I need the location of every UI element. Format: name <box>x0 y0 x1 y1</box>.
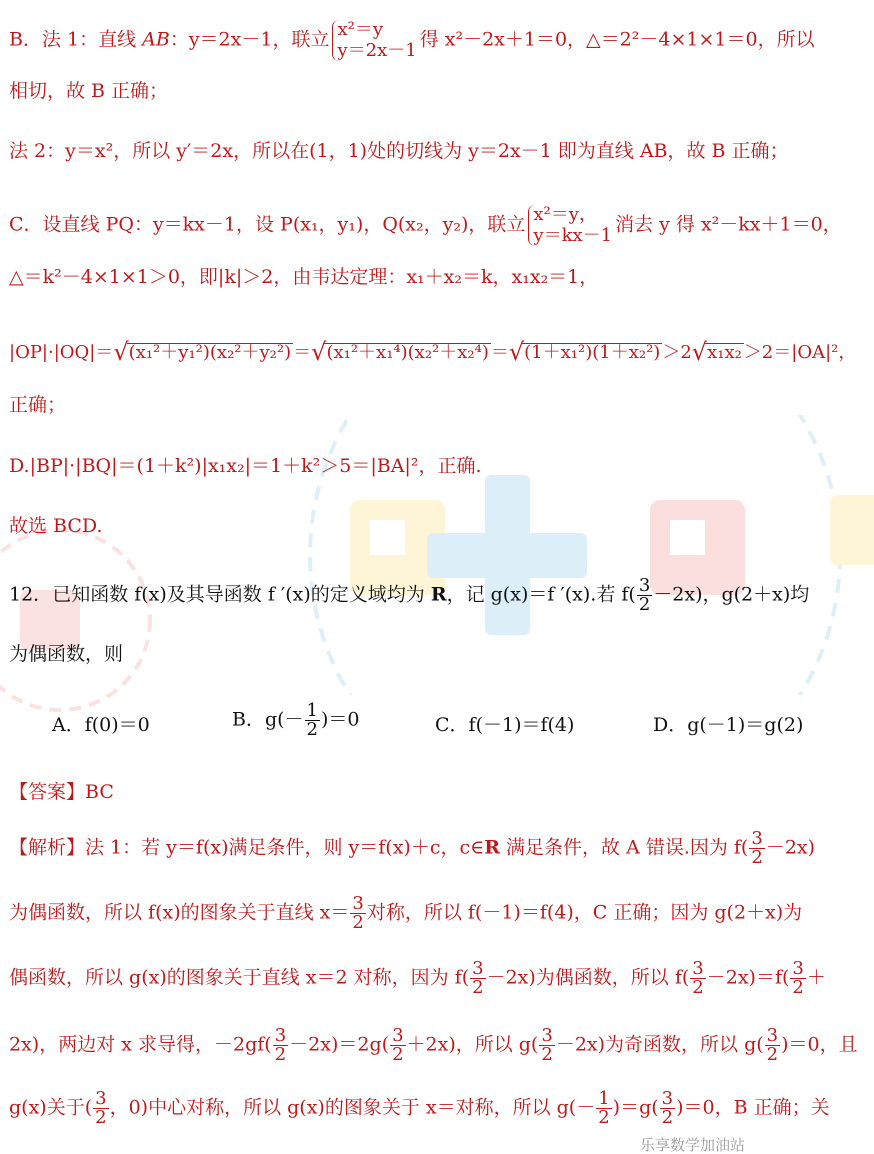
analysis-line-1: 【解析】法 1：若 y＝f(x)满足条件，则 y＝f(x)＋c，c∈R 满足条件，故 A 错误.因为 f( $\frac{3}{2}$ －2x) <box>9 828 816 868</box>
question-number: 12． <box>9 583 53 606</box>
answer-line <box>9 783 114 802</box>
question-12-line-2: 为偶函数，则 <box>9 643 124 665</box>
analysis-line-3: 偶函数，所以 g(x)的图象关于直线 x＝2 对称，因为 f( $\frac{3}{2}$ －2x)为偶函数，所以 f( $\frac{3}{2}$ －2x)＝f( $\frac{3}{2}$ ＋ <box>9 958 826 998</box>
watermark-logo-left <box>0 520 160 720</box>
option-c: C．f(－1)＝f(4) <box>435 714 575 736</box>
analysis-line-2: 为偶函数，所以 f(x)的图象关于直线 x＝ $\frac{3}{2}$ 对称，所以 f(－1)＝f(4)，C 正确；因为 g(2＋x)为 <box>9 893 803 933</box>
solution-line-8: D.|BP|·|BQ|＝(1＋k²)|x₁x₂|＝1＋k²＞5＝|BA|²，正确. <box>9 455 482 477</box>
equation-system-1: x²＝y y＝2x－1 <box>332 20 416 61</box>
footer-watermark: 乐享数学加油站 <box>640 1136 746 1154</box>
solution-line-4: C．设直线 PQ：y＝kx－1，设 P(x₁，y₁)，Q(x₂，y₂)，联立 x²＝y， y＝kx－1 消去 y 得 x²－kx＋1＝0， <box>9 204 842 246</box>
option-b: B．g(－ $\frac{1}{2}$ )＝0 <box>232 700 360 740</box>
question-12-line-1: 12．已知函数 f(x)及其导函数 f ′(x)的定义域均为 R，记 g(x)＝f ′(x).若 f( $\frac{3}{2}$ －2x)，g(2＋x)均 <box>9 575 810 615</box>
solution-line-5: △＝k²－4×1×1＞0，即|k|＞2，由韦达定理：x₁＋x₂＝k，x₁x₂＝1， <box>9 266 599 288</box>
equation-system-2: x²＝y， y＝kx－1 <box>528 205 612 246</box>
analysis-line-4: 2x)，两边对 x 求导得，－2gf( $\frac{3}{2}$ －2x)＝2g( $\frac{3}{2}$ ＋2x)，所以 g( $\frac{3}{2}$ －2x)为奇函数，所以 g( $\frac{3}{2}$ )＝0，且 <box>9 1025 858 1065</box>
solution-line-1: B．法 1：直线 AB：y＝2x－1，联立 x²＝y y＝2x－1 得 x²－2x＋1＝0，△＝2²－4×1×1＝0，所以 <box>9 19 815 61</box>
solution-line-6: |OP|·|OQ|＝√(x₁²＋y₁²)(x₂²＋y₂²) ＝√(x₁²＋x₁⁴)(x₂²＋x₂⁴) ＝√(1＋x₁²)(1＋x₂²) ＞2√x₁x₂ ＞2＝|OA|²， <box>9 338 857 366</box>
solution-line-7: 正确； <box>9 394 67 416</box>
answer-value: BC <box>85 781 114 803</box>
solution-line-2: 相切，故 B 正确； <box>9 80 169 102</box>
option-d: D．g(－1)＝g(2) <box>653 714 804 736</box>
option-a: A．f(0)＝0 <box>52 714 150 736</box>
answer-label: 【答案】 <box>9 781 86 803</box>
analysis-label: 【解析】 <box>9 836 86 859</box>
solution-line-3: 法 2：y＝x²，所以 y′＝2x，所以在(1，1)处的切线为 y＝2x－1 即为直线 AB，故 B 正确； <box>9 140 789 162</box>
analysis-line-5: g(x)关于( $\frac{3}{2}$ ，0)中心对称，所以 g(x)的图象关于 x＝对称，所以 g(－ $\frac{1}{2}$ )＝g( $\frac{3}{2}$ )＝0，B 正确；关 <box>9 1088 830 1128</box>
solution-line-9: 故选 BCD. <box>9 515 103 537</box>
